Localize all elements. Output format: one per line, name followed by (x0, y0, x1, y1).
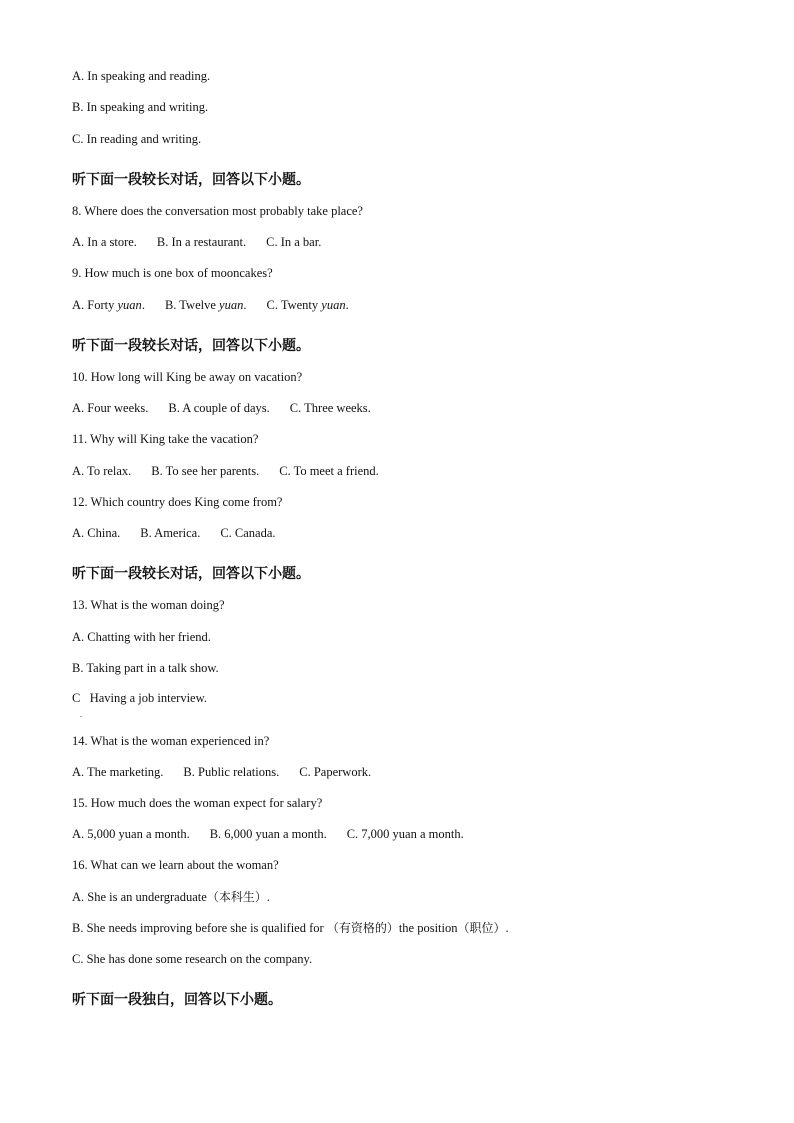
q8-question: 8. Where does the conversation most probably take place? (72, 204, 363, 218)
q11-option-b: B. To see her parents. (151, 464, 260, 478)
q13-option-a: A. Chatting with her friend. (72, 630, 211, 644)
stray-dot: . (80, 710, 82, 719)
q14-option-b: B. Public relations. (183, 765, 280, 779)
q15-options (72, 826, 464, 842)
q14-option-a: A. The marketing. (72, 765, 164, 779)
q8-option-b: B. In a restaurant. (156, 235, 247, 249)
section-heading-2: 听下面一段较长对话，回答以下小题。 (72, 338, 310, 354)
q10-options (72, 400, 371, 416)
q15-option-c: C. 7,000 yuan a month. (346, 827, 464, 841)
q12-option-c: C. Canada. (220, 526, 276, 540)
q8-option-a: A. In a store. (72, 235, 137, 249)
q10-question: 10. How long will King be away on vacation? (72, 370, 303, 384)
q12-question: 12. Which country does King come from? (72, 495, 283, 509)
q14-options (72, 764, 371, 780)
q9-option-b: B. Twelve yuan. (164, 298, 247, 312)
q8-options (72, 234, 321, 250)
q9-option-c: C. Twenty yuan. (266, 298, 349, 312)
q14-question: 14. What is the woman experienced in? (72, 734, 270, 748)
q11-option-a: A. To relax. (72, 464, 132, 478)
section-heading-1: 听下面一段较长对话，回答以下小题。 (72, 172, 310, 188)
q13-option-b: B. Taking part in a talk show. (72, 661, 219, 675)
section-heading-4: 听下面一段独白，回答以下小题。 (72, 992, 282, 1008)
q12-option-b: B. America. (140, 526, 201, 540)
q16-option-a: A. She is an undergraduate（本科生）. (72, 890, 270, 904)
q12-option-a: A. China. (72, 526, 121, 540)
q7-option-c: C. In reading and writing. (72, 132, 202, 146)
q13-option-c: C Having a job interview. (72, 691, 207, 705)
q15-option-a: A. 5,000 yuan a month. (72, 827, 190, 841)
q7-option-b: B. In speaking and writing. (72, 100, 209, 114)
q10-option-b: B. A couple of days. (168, 401, 270, 415)
q13-question: 13. What is the woman doing? (72, 598, 225, 612)
q16-option-c: C. She has done some research on the company. (72, 952, 313, 966)
q11-question: 11. Why will King take the vacation? (72, 432, 259, 446)
q9-options (72, 297, 349, 313)
q14-option-c: C. Paperwork. (299, 765, 372, 779)
q9-option-a: A. Forty yuan. (72, 298, 145, 312)
q10-option-c: C. Three weeks. (289, 401, 371, 415)
q11-options (72, 463, 379, 479)
q15-question: 15. How much does the woman expect for salary? (72, 796, 323, 810)
q10-option-a: A. Four weeks. (72, 401, 149, 415)
q8-option-c: C. In a bar. (266, 235, 322, 249)
q9-question: 9. How much is one box of mooncakes? (72, 266, 273, 280)
q16-question: 16. What can we learn about the woman? (72, 858, 279, 872)
q12-options (72, 525, 276, 541)
q16-option-b: B. She needs improving before she is qualified for （有资格的）the position（职位）. (72, 921, 509, 935)
q7-option-a: A. In speaking and reading. (72, 69, 211, 83)
q15-option-b: B. 6,000 yuan a month. (209, 827, 327, 841)
section-heading-3: 听下面一段较长对话，回答以下小题。 (72, 566, 310, 582)
q11-option-c: C. To meet a friend. (279, 464, 379, 478)
